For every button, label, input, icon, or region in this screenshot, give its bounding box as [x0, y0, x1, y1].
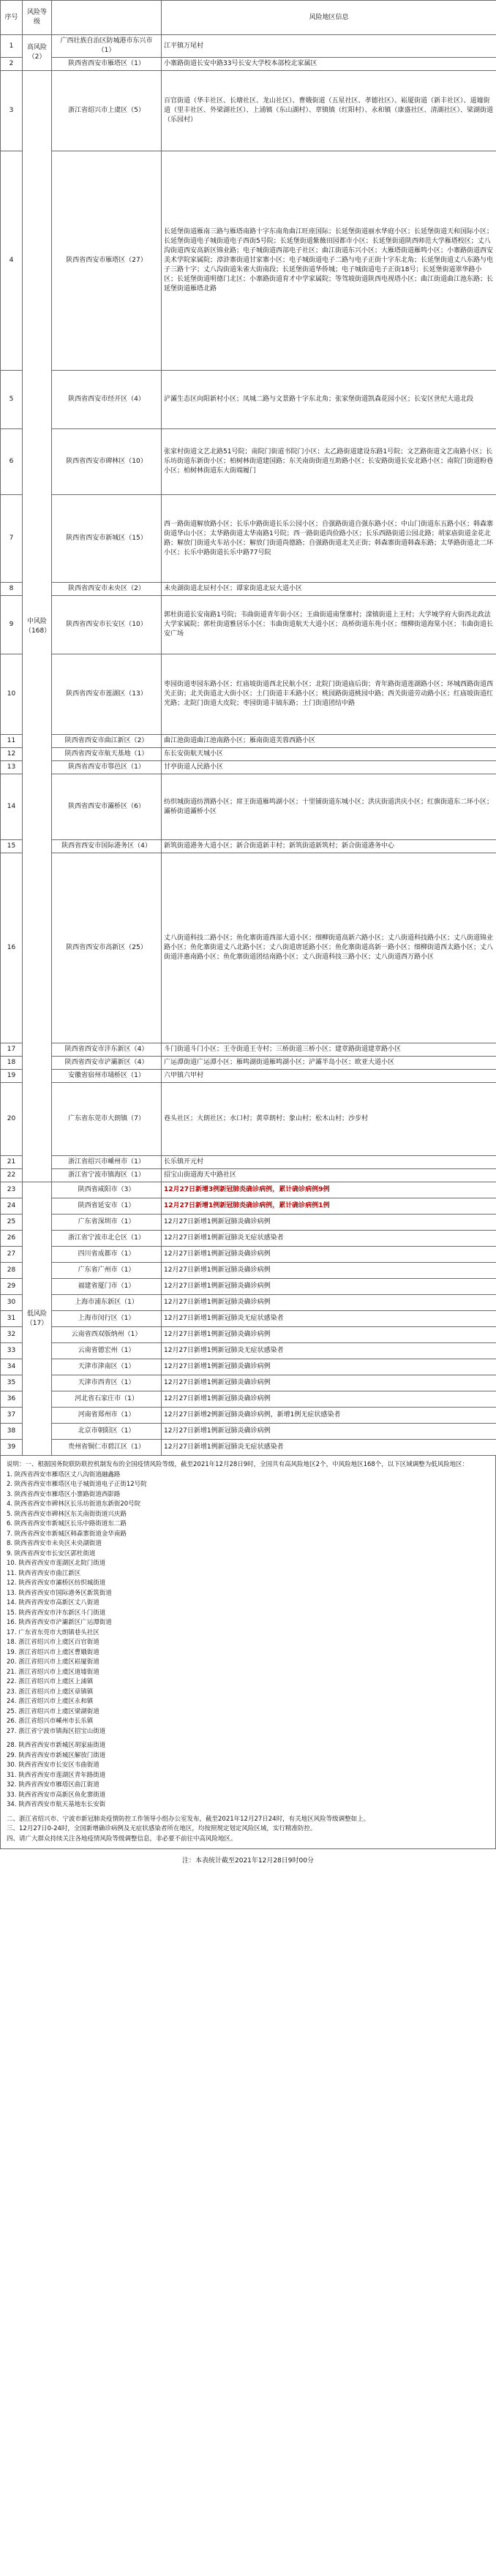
footer-note: 注：本表统计截至2021年12月28日9时00分: [182, 1857, 314, 1865]
notes-item: 31. 陕西省西安市莲湖区青年路街道: [7, 1771, 106, 1779]
row-no: 7: [1, 495, 23, 583]
notes-item: 19. 浙江省绍兴市上虞区曹娥街道: [7, 1648, 99, 1656]
table-row: [1, 71, 496, 151]
notes-item: 27. 浙江省宁波市镇海区招宝山街道: [7, 1727, 106, 1735]
row-region: 陕西省西安市国际港务区（4）: [52, 840, 162, 853]
notes-item: 13. 陕西省西安市国际港务区新筑街道: [7, 1589, 112, 1597]
notes-item: 30. 陕西省西安市长安区韦曲街道: [7, 1761, 99, 1769]
notes-item: 14. 陕西省西安市高新区丈八街道: [7, 1599, 99, 1606]
row-no: 35: [1, 1375, 23, 1391]
row-info: 曲江池街道曲江池南路小区；雁南街道芙蓉西路小区: [162, 735, 496, 748]
header-info: 风险地区信息: [162, 1, 496, 35]
notes-item: 22. 浙江省绍兴市上虞区上浦镇: [7, 1678, 94, 1685]
row-info: 巷头社区；大朗社区；水口村；黄草朗村；象山村；松木山村；沙步村: [162, 1083, 496, 1156]
row-info: 六甲镇六甲村: [162, 1070, 496, 1083]
row-region: 陕西省西安市沣东新区（4）: [52, 1043, 162, 1057]
table-row: [1, 1279, 496, 1295]
notes-item: 25. 浙江省绍兴市上虞区梁湖街道: [7, 1707, 99, 1715]
table-row: [1, 735, 496, 748]
row-no: 12: [1, 748, 23, 761]
table-row: [1, 1359, 496, 1375]
table-row: [1, 1247, 496, 1263]
risk-table-body: [1, 35, 496, 1456]
row-info: 未央湖街道北辰村小区；谭家街道北辰大道小区: [162, 583, 496, 596]
row-region: 河北省石家庄市（1）: [52, 1391, 162, 1408]
notes-item: 28. 陕西省西安市新城区胡家庙街道: [7, 1742, 106, 1749]
notes-item: 10. 陕西省西安市莲湖区北院门街道: [7, 1560, 106, 1567]
row-no: 5: [1, 371, 23, 429]
row-region: 陕西省西安市航天基地（1）: [52, 748, 162, 761]
row-no: 22: [1, 1169, 23, 1182]
table-row: [1, 429, 496, 495]
row-region: 贵州省铜仁市碧江区（1）: [52, 1440, 162, 1456]
row-info: 长乐镇开元村: [162, 1156, 496, 1169]
row-info: 12月27日新增1例新冠肺炎确诊病例: [162, 1263, 496, 1279]
row-info: 12月27日新增1例新冠肺炎确诊病例: [162, 1375, 496, 1391]
row-no: 21: [1, 1156, 23, 1169]
row-region: 天津市西青区（1）: [52, 1375, 162, 1391]
row-region: 广西壮族自治区防城港市东兴市（1）: [52, 35, 162, 58]
notes-item: 2. 陕西省西安市雁塔区电子城街道电子正街12号院: [7, 1481, 147, 1488]
table-row: [1, 1408, 496, 1424]
row-no: 17: [1, 1043, 23, 1057]
notes-item: 23. 浙江省绍兴市上虞区章镇镇: [7, 1688, 94, 1696]
level-high: 高风险（2）: [23, 35, 52, 71]
row-no: 1: [1, 35, 23, 58]
notes-list-b: [7, 1741, 489, 1810]
table-row: [1, 596, 496, 654]
row-no: 10: [1, 654, 23, 735]
row-info: 广运潭街道广运潭小区；雁鸣湖街道雁鸣湖小区；浐灞半岛小区；欧亚大道小区: [162, 1057, 496, 1070]
row-info: 浐灞生态区向阳新村小区；凤城二路与文景路十字东北角；张家堡街道凯森花园小区；长安区世纪大道北段: [162, 371, 496, 429]
notes-item: 9. 陕西省西安市长安区郭杜街道: [7, 1549, 96, 1557]
row-no: 14: [1, 774, 23, 840]
row-info: 西一路街道解放路小区；长乐中路街道长乐公园小区；自强路街道自强东路小区；中山门街道东五路小区；韩森寨街道华山小区；太华路街道太华南路1号院；西一路街道尚俭路小区；长乐西路街道公园北路；胡家庙街道金花北路；解放门街道火车站小区；解放门街道尚德路；自强路街道北关正街；韩森寨街道韩森东路；太华路街道北二环小区；长乐中路街道长乐中路77号院: [162, 495, 496, 583]
row-no: 18: [1, 1057, 23, 1070]
notes-item: 33. 陕西省西安市高新区鱼化寨街道: [7, 1791, 106, 1799]
row-region: 陕西省西安市长安区（10）: [52, 596, 162, 654]
table-row: [1, 1375, 496, 1391]
row-region: 陕西省延安市（1）: [52, 1198, 162, 1215]
row-info: 枣园街道枣园东路小区；红庙坡街道西北民航小区；北院门街道庙后街；青年路街道莲湖路小区；环城西路街道西关正街；北关街道北大街小区；土门街道丰禾路小区；桃园路街道桃园中路；西关街道劳动路小区；红庙坡街道红光路；北院门街道大皮院；枣园街道丰镐东路；土门街道团结中路: [162, 654, 496, 735]
row-no: 27: [1, 1247, 23, 1263]
row-region: 上海市浦东新区（1）: [52, 1295, 162, 1311]
row-region: 天津市津南区（1）: [52, 1359, 162, 1375]
row-region: 广东省深圳市（1）: [52, 1215, 162, 1231]
table-row: [1, 761, 496, 774]
row-info: 百官街道（华丰社区、长塘社区、龙山社区）、曹娥街道（五星社区、孝德社区）、崧厦街道（新丰社区）、道墟街道（里丰社区、外梁湖社区）、上浦镇（东山湖村）、章镇镇（红阳村）、永和镇（康盛社区、清湖社区）、梁湖街道（乐园村）: [162, 71, 496, 151]
row-region: 陕西省西安市新城区（15）: [52, 495, 162, 583]
row-region: 广东省广州市（1）: [52, 1263, 162, 1279]
notes-item: 12. 陕西省西安市灞桥区纺织城街道: [7, 1579, 106, 1587]
notes-item: 6. 陕西省西安市新城区长乐中路街道东二路: [7, 1520, 127, 1527]
table-row: [1, 1070, 496, 1083]
notes-section: [0, 1456, 496, 1849]
header-region: [52, 1, 162, 35]
row-region: 陕西省西安市高新区（25）: [52, 853, 162, 1043]
row-no: 33: [1, 1343, 23, 1359]
level-low: 低风险（17）: [23, 1182, 52, 1456]
row-info: 12月27日新增1例新冠肺炎无症状感染者: [162, 1311, 496, 1327]
table-row: [1, 853, 496, 1043]
notes-item: 15. 陕西省西安市沣东新区斗门街道: [7, 1609, 106, 1617]
row-info: 12月27日新增1例新冠肺炎确诊病例: [162, 1391, 496, 1408]
row-no: 11: [1, 735, 23, 748]
row-region: 北京市朝阳区（1）: [52, 1424, 162, 1440]
row-info: 小寨路街道长安中路33号长安大学校本部校北家属区: [162, 58, 496, 71]
table-row: [1, 35, 496, 58]
row-region: 云南省德宏州（1）: [52, 1343, 162, 1359]
table-header-row: [1, 1, 496, 35]
row-info: 东长安街航天城小区: [162, 748, 496, 761]
row-info: 丈八街道科技二路小区；鱼化寨街道西部大道小区；细柳街道高新六路小区；丈八街道科技路小区；丈八街道锦业路小区；鱼化寨街道丈八北路小区；丈八街道唐延路小区；鱼化寨街道高新一路小区；细柳街道西太路小区；丈八街道沣惠南路小区；鱼化寨街道团结南路小区；丈八街道科技三路小区；丈八街道西万路小区: [162, 853, 496, 1043]
row-info: 12月27日新增1例新冠肺炎无症状感染者: [162, 1343, 496, 1359]
table-row: [1, 1156, 496, 1169]
row-no: 8: [1, 583, 23, 596]
row-no: 34: [1, 1359, 23, 1375]
row-no: 25: [1, 1215, 23, 1231]
row-no: 13: [1, 761, 23, 774]
row-info: 12月27日新增1例新冠肺炎确诊病例: [162, 1424, 496, 1440]
table-row: [1, 1263, 496, 1279]
row-no: 6: [1, 429, 23, 495]
notes-item: 18. 浙江省绍兴市上虞区百官街道: [7, 1639, 99, 1646]
row-info: 12月27日新增3例新冠肺炎确诊病例，累计确诊病例9例: [162, 1182, 496, 1198]
notes-item: 5. 陕西省西安市碑林区东关南街街道兴庆路: [7, 1510, 127, 1518]
notes-item: 32. 陕西省西安市雁塔区曲江街道: [7, 1781, 99, 1789]
table-row: [1, 1169, 496, 1182]
row-no: 16: [1, 853, 23, 1043]
row-no: 30: [1, 1295, 23, 1311]
row-info: 12月27日新增1例新冠肺炎确诊病例: [162, 1295, 496, 1311]
table-row: [1, 1057, 496, 1070]
row-info: 12月27日新增1例新冠肺炎确诊病例: [162, 1359, 496, 1375]
row-region: 陕西省西安市莲湖区（13）: [52, 654, 162, 735]
row-region: 广东省东莞市大朗镇（7）: [52, 1083, 162, 1156]
row-region: 陕西省西安市雁塔区（1）: [52, 58, 162, 71]
level-mid: 中风险（168）: [23, 71, 52, 1182]
row-no: 31: [1, 1311, 23, 1327]
table-row: [1, 1343, 496, 1359]
row-region: 陕西省咸阳市（3）: [52, 1182, 162, 1198]
table-row: [1, 1231, 496, 1247]
notes-list-a: [7, 1470, 489, 1737]
row-info: 甘亭街道人民路小区: [162, 761, 496, 774]
row-region: 福建省厦门市（1）: [52, 1279, 162, 1295]
row-no: 19: [1, 1070, 23, 1083]
notes-item: 11. 陕西省西安市曲江新区: [7, 1569, 81, 1577]
row-no: 24: [1, 1198, 23, 1215]
row-no: 37: [1, 1408, 23, 1424]
table-row: [1, 1295, 496, 1311]
row-no: 36: [1, 1391, 23, 1408]
row-no: 29: [1, 1279, 23, 1295]
row-info: 长延堡街道雁南三路与雁塔南路十字东南角曲江旺座国际；长延堡街道丽水华庭小区；长延堡街道天和国际小区；长延堡街道电子城街道电子西街5号院；长延堡街道紫薇田园都市小区；长延堡街道陕西师范大学雁塔校区；丈八沟街道西安高新区锦业路；电子城街道西部电子社区；曲江街道东兴小区；大雁塔街道雁鸣小区；小寨路街道西安美术学院家属院；漳浒寨街道甘家寨小区；电子城街道电子二路与电子正街十字东北角；长延堡街道丈八东路与电子三路十字；丈八沟街道朱雀大街南段；长延堡街道华侨城；电子城街道电子正街18号；长延堡街道翠华路小区；长延堡街道明德门北区；小寨路街道育才中学家属院；等驾坡街道陕西电视塔小区；曲江街道曲江池东路；长延堡街道雁塔北路: [162, 151, 496, 371]
row-no: 26: [1, 1231, 23, 1247]
row-no: 32: [1, 1327, 23, 1343]
notes-item: 26. 浙江省绍兴市嵊州市长乐镇: [7, 1718, 94, 1725]
table-row: [1, 748, 496, 761]
table-row: [1, 1327, 496, 1343]
row-no: 2: [1, 58, 23, 71]
notes-item: 7. 陕西省西安市新城区韩森寨街道金华南路: [7, 1530, 127, 1538]
row-region: 陕西省西安市碑林区（10）: [52, 429, 162, 495]
notes-tail: [7, 1815, 489, 1845]
row-region: 浙江省绍兴市嵊州市（1）: [52, 1156, 162, 1169]
row-region: 陕西省西安市经开区（4）: [52, 371, 162, 429]
notes-paragraph: 三、12月27日0-24时，全国新增确诊病例及无症状感染者所在地区，均按照规定划定风险区域，实行精准防控。: [7, 1825, 317, 1832]
notes-item: 4. 陕西省西安市碑林区长乐坊街道东新街20号院: [7, 1500, 141, 1508]
row-no: 23: [1, 1182, 23, 1198]
row-region: 四川省成都市（1）: [52, 1247, 162, 1263]
row-info: 斗门街道斗门小区；王寺街道王寺村；三桥街道三桥小区；建章路街道建章路小区: [162, 1043, 496, 1057]
table-row: [1, 1182, 496, 1198]
row-info: 12月27日新增1例新冠肺炎确诊病例: [162, 1215, 496, 1231]
notes-item: 21. 浙江省绍兴市上虞区道墟街道: [7, 1668, 99, 1676]
row-region: 河南省郑州市（1）: [52, 1408, 162, 1424]
table-row: [1, 371, 496, 429]
notes-item: 17. 广东省东莞市大朗镇巷头社区: [7, 1628, 99, 1636]
row-info: 12月27日新增1例新冠肺炎无症状感染者: [162, 1440, 496, 1456]
table-row: [1, 58, 496, 71]
table-row: [1, 1043, 496, 1057]
row-region: 陕西省西安市灞桥区（6）: [52, 774, 162, 840]
row-no: 28: [1, 1263, 23, 1279]
row-no: 20: [1, 1083, 23, 1156]
row-region: 陕西省西安市浐灞新区（4）: [52, 1057, 162, 1070]
notes-item: 20. 浙江省绍兴市上虞区崧厦街道: [7, 1658, 99, 1666]
row-region: 陕西省西安市雁塔区（27）: [52, 151, 162, 371]
row-info: 招宝山街道海天中路社区: [162, 1169, 496, 1182]
row-region: 浙江省绍兴市上虞区（5）: [52, 71, 162, 151]
notes-head: 说明：一、根据国务院联防联控机制发布的全国疫情风险等级，截至2021年12月28日9时，全国共有高风险地区2个，中风险地区168个，以下区域调整为低风险地区：: [7, 1461, 469, 1468]
notes-paragraph: 二、浙江省绍兴市、宁波市新冠肺炎疫情防控工作领导小组办公室发布，截至2021年12月27日24时，有关地区风险等级调整如上。: [7, 1815, 370, 1823]
table-row: [1, 1440, 496, 1456]
table-row: [1, 1311, 496, 1327]
row-info: 12月27日新增1例新冠肺炎确诊病例: [162, 1247, 496, 1263]
row-no: 38: [1, 1424, 23, 1440]
row-info: 江平镇万尾村: [162, 35, 496, 58]
row-no: 4: [1, 151, 23, 371]
row-info: 12月27日新增1例新冠肺炎确诊病例: [162, 1327, 496, 1343]
notes-item: 16. 陕西省西安市浐灞新区广运潭街道: [7, 1619, 112, 1626]
notes-item: 1. 陕西省西安市雁塔区丈八沟街道融鑫路: [7, 1470, 121, 1478]
notes-item: 34. 陕西省西安市航天基地东长安街: [7, 1801, 106, 1808]
table-row: [1, 1083, 496, 1156]
table-row: [1, 583, 496, 596]
table-row: [1, 1424, 496, 1440]
table-row: [1, 151, 496, 371]
header-level: 风险等级: [23, 1, 52, 35]
row-info: 纺织城街道纺渭路小区；席王街道雁鸣湖小区；十里铺街道东城小区；洪庆街道洪庆小区；红旗街道东二环小区；灞桥街道灞桥小区: [162, 774, 496, 840]
row-info: 12月27日新增1例新冠肺炎确诊病例: [162, 1279, 496, 1295]
row-info: 12月27日新增2例新冠肺炎确诊病例，新增1例无症状感染者: [162, 1408, 496, 1424]
row-no: 39: [1, 1440, 23, 1456]
row-info: 张家村街道文艺北路51号院；南院门街道书院门小区；太乙路街道建设东路1号院；文艺路街道文艺南路小区；长乐坊街道东新街小区；柏树林街道建国路；东关南街街道互助路小区；长安路街道长安北路小区；南院门街道粉巷小区；柏树林街道东大街端履门: [162, 429, 496, 495]
row-no: 15: [1, 840, 23, 853]
row-no: 9: [1, 596, 23, 654]
row-no: 3: [1, 71, 23, 151]
row-region: 陕西省西安市鄠邑区（1）: [52, 761, 162, 774]
table-row: [1, 774, 496, 840]
notes-paragraph: 四、请广大群众持续关注各地疫情风险等级调整信息，非必要不前往中高风险地区。: [7, 1835, 237, 1843]
row-info: 新筑街道港务大道小区；新合街道新丰村；新筑街道新筑村；新合街道港务中心: [162, 840, 496, 853]
table-row: [1, 495, 496, 583]
row-region: 陕西省西安市未央区（2）: [52, 583, 162, 596]
table-row: [1, 1215, 496, 1231]
table-row: [1, 654, 496, 735]
notes-item: 29. 陕西省西安市新城区解放门街道: [7, 1751, 106, 1759]
row-info: 郭杜街道长安南路1号院；韦曲街道青年街小区；王曲街道南堡寨村；滦镇街道上王村；大学城学府大街西北政法大学家属院；郭杜街道雅居乐小区；韦曲街道航天大道小区；高桥街道东苑小区；细柳街道海棠小区；韦曲街道长安广场: [162, 596, 496, 654]
row-region: 云南省西双版纳州（1）: [52, 1327, 162, 1343]
notes-item: 8. 陕西省西安市未央区未央湖街道: [7, 1540, 102, 1547]
header-no: 序号: [1, 1, 23, 35]
row-region: 安徽省宿州市埇桥区（1）: [52, 1070, 162, 1083]
row-region: 上海市闵行区（1）: [52, 1311, 162, 1327]
row-info: 12月27日新增1例新冠肺炎确诊病例，累计确诊病例1例: [162, 1198, 496, 1215]
table-row: [1, 1391, 496, 1408]
notes-item: 3. 陕西省西安市雁塔区小寨路街道西影路: [7, 1490, 121, 1498]
table-row: [1, 1198, 496, 1215]
row-region: 陕西省西安市曲江新区（2）: [52, 735, 162, 748]
notes-item: 24. 浙江省绍兴市上虞区永和镇: [7, 1698, 94, 1705]
row-region: 浙江省宁波市北仑区（1）: [52, 1231, 162, 1247]
table-row: [1, 840, 496, 853]
row-region: 浙江省宁波市镇海区（1）: [52, 1169, 162, 1182]
row-info: 12月27日新增1例新冠肺炎无症状感染者: [162, 1231, 496, 1247]
